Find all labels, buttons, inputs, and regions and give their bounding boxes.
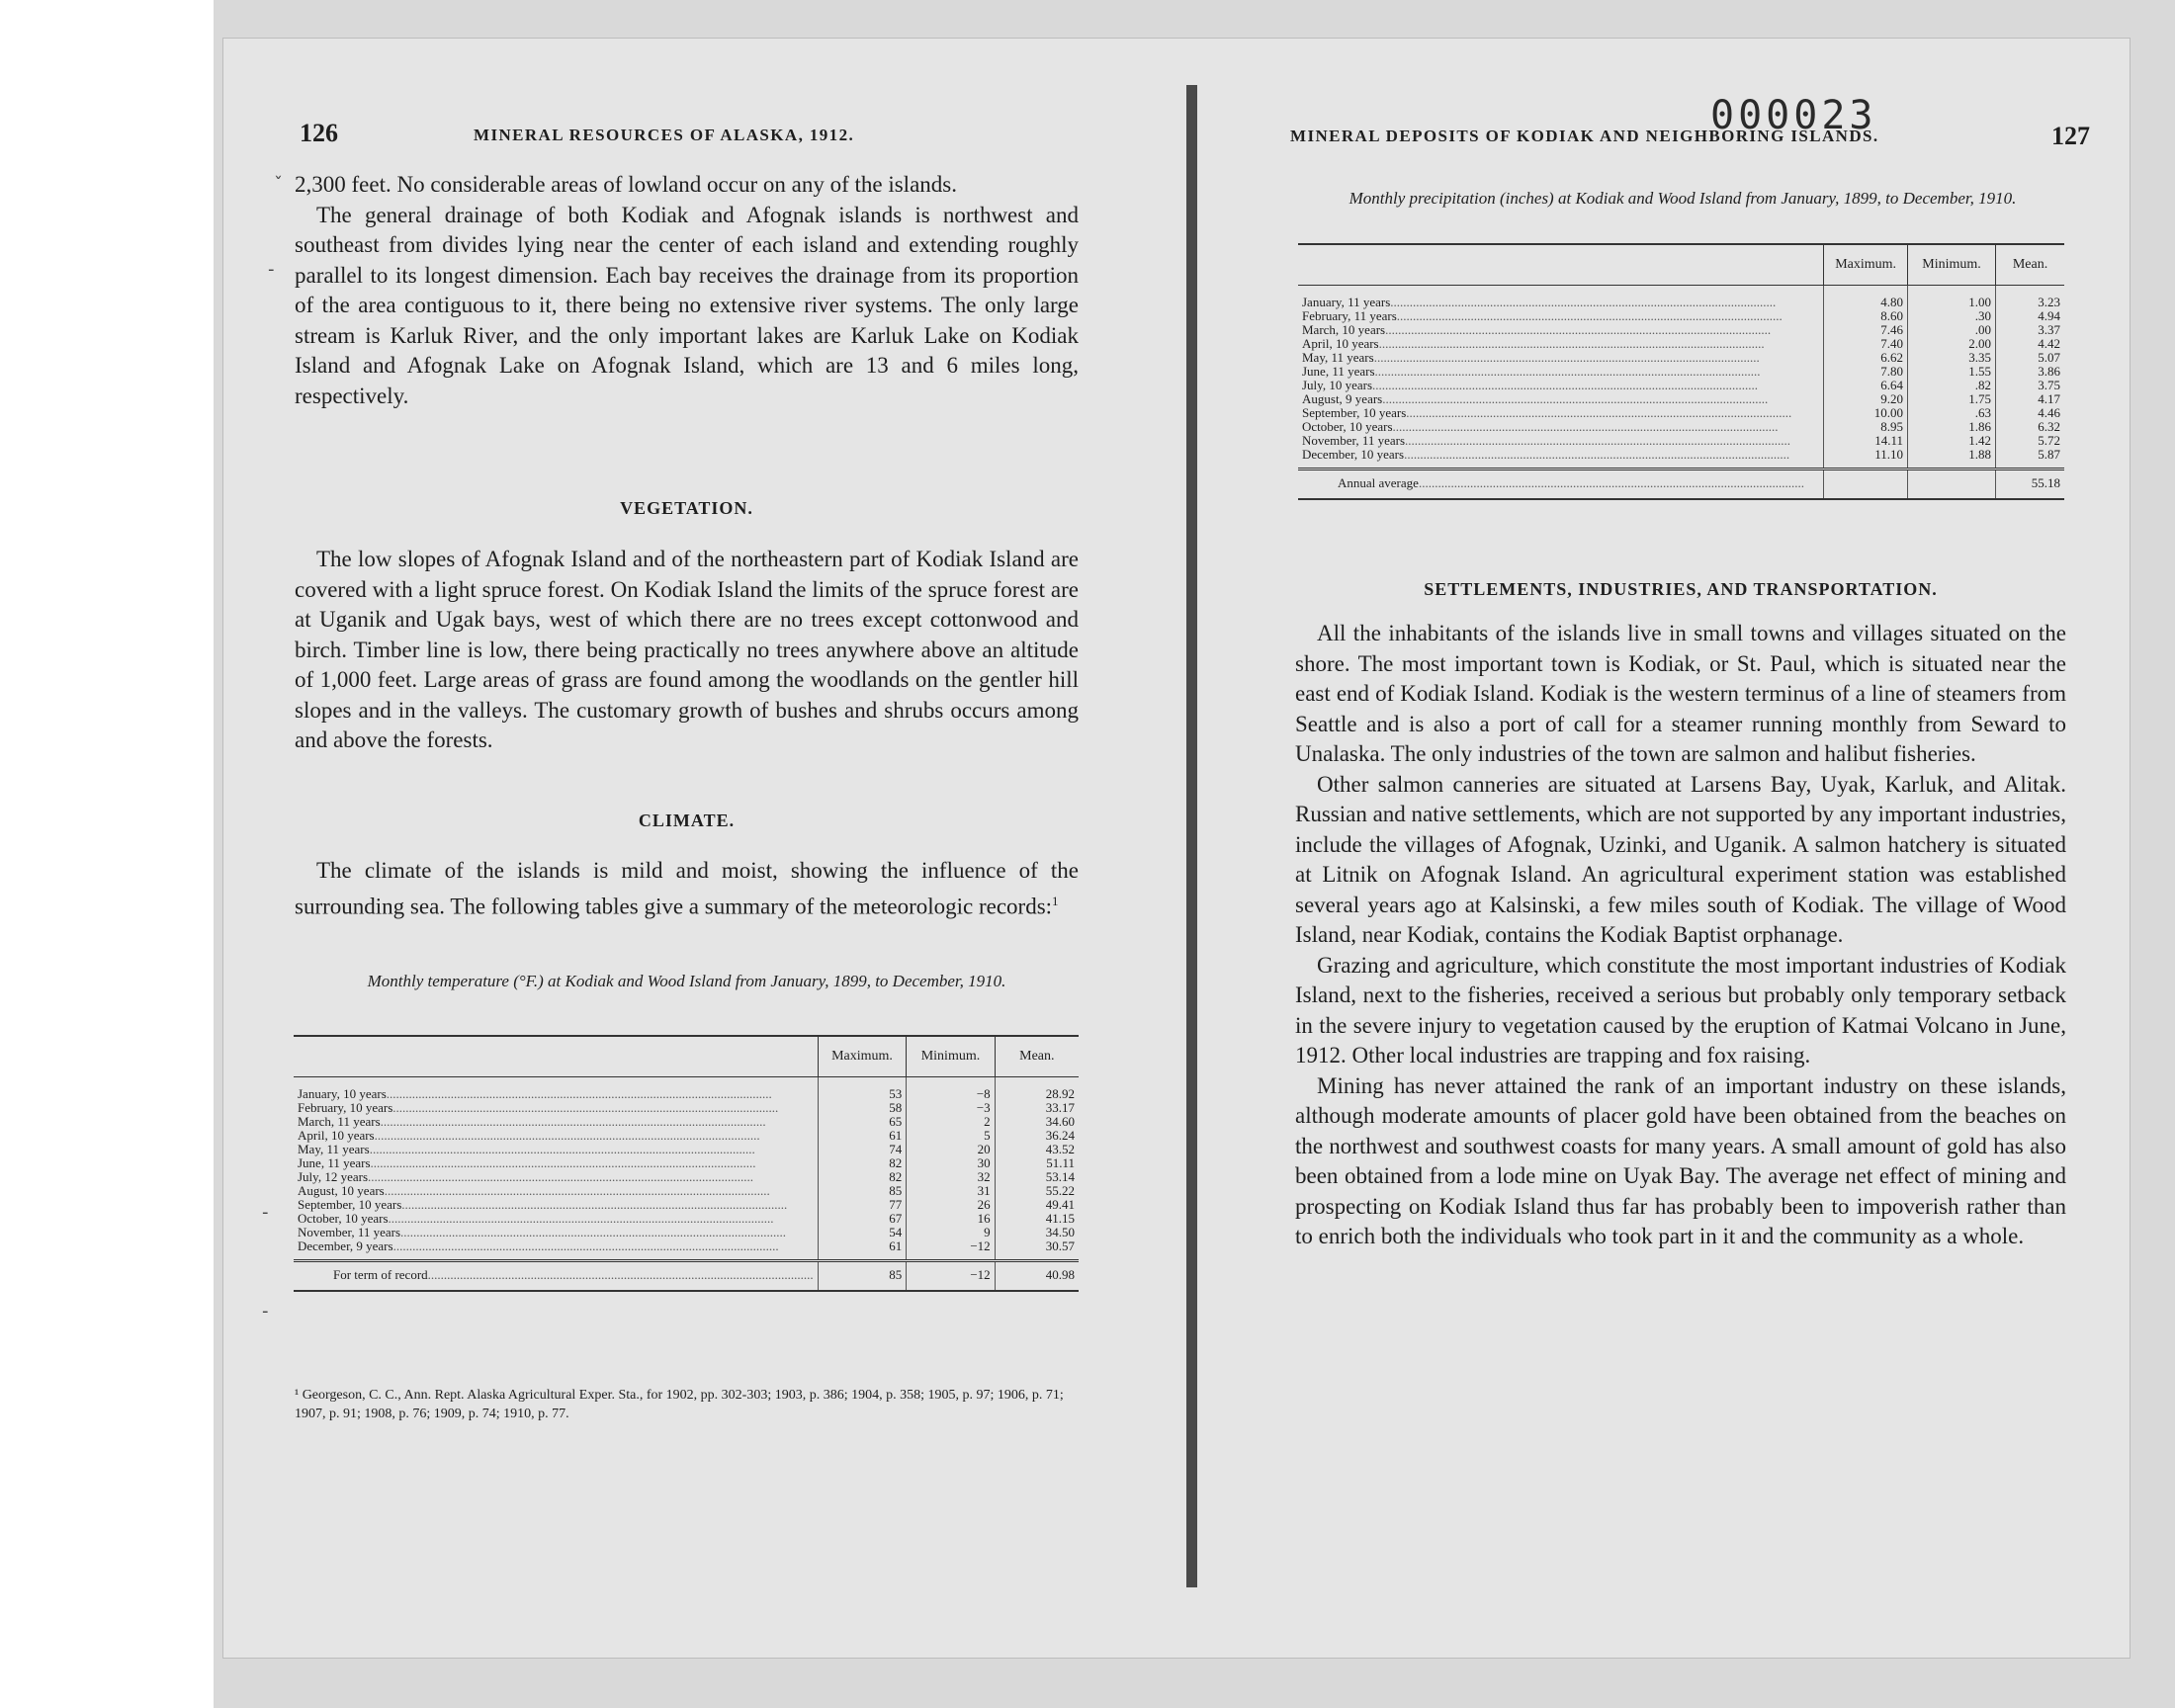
precipitation-table — [1298, 243, 2064, 500]
temperature-cell-min: 16 — [907, 1212, 995, 1226]
right-running-head — [1290, 122, 2090, 150]
temperature-cell-mean: 34.50 — [995, 1226, 1079, 1239]
temperature-total-label — [294, 1261, 818, 1292]
right-page-number: 127 — [2051, 122, 2090, 150]
precipitation-cell-max: 6.64 — [1824, 379, 1908, 392]
temperature-total-max: 85 — [818, 1261, 907, 1292]
precipitation-cell-label — [1298, 337, 1824, 351]
temperature-cell-mean: 53.14 — [995, 1170, 1079, 1184]
precipitation-total-label-text: Annual average — [1338, 475, 1419, 490]
temperature-cell-label — [294, 1129, 818, 1143]
precipitation-row — [1298, 406, 2064, 420]
leader-dots: ........................................................................................................................ — [368, 1170, 754, 1184]
left-page-number: 126 — [300, 119, 338, 147]
temperature-row — [294, 1184, 1079, 1198]
temperature-cell-max: 67 — [818, 1212, 907, 1226]
temperature-cell-max: 82 — [818, 1156, 907, 1170]
precipitation-header-max: Maximum. — [1824, 244, 1908, 286]
temperature-row — [294, 1239, 1079, 1261]
temperature-row-label: June, 11 years — [298, 1156, 371, 1170]
leader-dots: ........................................................................................................................ — [392, 1101, 779, 1115]
precipitation-cell-mean: 3.37 — [1996, 323, 2064, 337]
margin-tick-mark: ˇ — [274, 174, 283, 195]
precipitation-total-min — [1907, 470, 1995, 500]
precipitation-cell-max: 8.95 — [1824, 420, 1908, 434]
precipitation-cell-max: 7.46 — [1824, 323, 1908, 337]
precipitation-cell-mean: 4.17 — [1996, 392, 2064, 406]
precipitation-cell-label — [1298, 379, 1824, 392]
precipitation-row-label: February, 11 years — [1302, 309, 1397, 323]
temperature-row-label: October, 10 years — [298, 1212, 389, 1226]
temperature-cell-label — [294, 1226, 818, 1239]
leader-dots: ........................................................................................................................ — [1373, 351, 1760, 365]
precipitation-row — [1298, 392, 2064, 406]
left-running-title: MINERAL RESOURCES OF ALASKA, 1912. — [474, 126, 855, 144]
precipitation-cell-max: 4.80 — [1824, 286, 1908, 310]
temperature-cell-min: 26 — [907, 1198, 995, 1212]
right-page — [1211, 38, 2131, 1659]
left-page — [222, 38, 1199, 1659]
leader-dots: ........................................................................................................................ — [388, 1212, 774, 1226]
leader-dots: ........................................................................................................................ — [401, 1198, 788, 1212]
temperature-total-row — [294, 1261, 1079, 1292]
temperature-cell-min: 5 — [907, 1129, 995, 1143]
precipitation-cell-max: 10.00 — [1824, 406, 1908, 420]
temperature-row-label: November, 11 years — [298, 1226, 401, 1239]
precipitation-row — [1298, 351, 2064, 365]
temperature-cell-mean: 51.11 — [995, 1156, 1079, 1170]
precipitation-cell-label — [1298, 351, 1824, 365]
leader-dots: ........................................................................................................................ — [369, 1143, 755, 1156]
temperature-row-label: August, 10 years — [298, 1184, 385, 1198]
precipitation-cell-mean: 5.72 — [1996, 434, 2064, 448]
precipitation-row-label: June, 11 years — [1302, 365, 1375, 379]
precipitation-cell-min: 1.42 — [1907, 434, 1995, 448]
temperature-stub-header — [294, 1036, 818, 1077]
precipitation-cell-max: 7.80 — [1824, 365, 1908, 379]
temperature-cell-mean: 33.17 — [995, 1101, 1079, 1115]
precipitation-row-label: July, 10 years — [1302, 379, 1373, 392]
precipitation-cell-mean: 4.46 — [1996, 406, 2064, 420]
temperature-cell-max: 61 — [818, 1239, 907, 1261]
temperature-row — [294, 1156, 1079, 1170]
archive-stamp-number: 000023 — [1710, 93, 1877, 138]
precipitation-cell-max: 7.40 — [1824, 337, 1908, 351]
leader-dots: ........................................................................................................................ — [400, 1226, 787, 1239]
climate-footnote-ref: 1 — [1052, 893, 1059, 908]
temperature-table-body — [294, 1077, 1079, 1292]
precipitation-row — [1298, 337, 2064, 351]
precipitation-row-label: May, 11 years — [1302, 351, 1374, 365]
temperature-cell-mean: 36.24 — [995, 1129, 1079, 1143]
leader-dots: ........................................................................................................................ — [1385, 323, 1772, 337]
settlements-text — [1295, 619, 2066, 1252]
temperature-cell-max: 74 — [818, 1143, 907, 1156]
precipitation-row-label: August, 9 years — [1302, 392, 1383, 406]
precipitation-cell-mean: 3.86 — [1996, 365, 2064, 379]
precipitation-cell-mean: 4.94 — [1996, 309, 2064, 323]
precipitation-row-label: December, 10 years — [1302, 448, 1405, 462]
temperature-cell-min: −12 — [907, 1239, 995, 1261]
precipitation-cell-label — [1298, 286, 1824, 310]
precipitation-row — [1298, 379, 2064, 392]
precipitation-cell-label — [1298, 309, 1824, 323]
temperature-cell-label — [294, 1101, 818, 1115]
temperature-cell-min: 9 — [907, 1226, 995, 1239]
precipitation-cell-mean: 3.23 — [1996, 286, 2064, 310]
temperature-header-max: Maximum. — [818, 1036, 907, 1077]
leader-dots: ........................................................................................................................ — [380, 1115, 766, 1129]
temperature-cell-label — [294, 1143, 818, 1156]
precipitation-cell-min: 1.88 — [1907, 448, 1995, 470]
temperature-row — [294, 1170, 1079, 1184]
climate-paragraph-text: The climate of the islands is mild and moist, showing the influence of the surrounding sea. The following tables give a summary of the meteorologic records: — [295, 858, 1079, 919]
vegetation-heading: VEGETATION. — [620, 498, 753, 518]
temperature-cell-max: 77 — [818, 1198, 907, 1212]
precipitation-total-row — [1298, 470, 2064, 500]
temperature-row-label: March, 11 years — [298, 1115, 381, 1129]
leader-dots: ........................................................................................................................ — [1396, 309, 1783, 323]
temperature-row — [294, 1143, 1079, 1156]
temperature-row-label: April, 10 years — [298, 1129, 375, 1143]
precipitation-cell-max: 6.62 — [1824, 351, 1908, 365]
precipitation-row — [1298, 309, 2064, 323]
temperature-total-mean: 40.98 — [995, 1261, 1079, 1292]
temperature-cell-label — [294, 1156, 818, 1170]
temperature-cell-mean: 49.41 — [995, 1198, 1079, 1212]
book-spread — [222, 38, 2131, 1659]
left-footnote: ¹ Georgeson, C. C., Ann. Rept. Alaska Agricultural Exper. Sta., for 1902, pp. 302-303; 1903, p. 386; 1904, p. 358; 1905, p. 97; 1906, p. 71; 1907, p. 91; 1908, p. 76; 1909, p. 74; 1910, p. 77. — [295, 1388, 1064, 1421]
precipitation-cell-max: 11.10 — [1824, 448, 1908, 470]
right-running-title: MINERAL DEPOSITS OF KODIAK AND NEIGHBORING ISLANDS. — [1290, 127, 1879, 145]
temperature-row — [294, 1077, 1079, 1102]
temperature-row — [294, 1115, 1079, 1129]
leader-dots: ........................................................................................................................ — [386, 1086, 772, 1101]
leader-dots: ........................................................................................................................ — [384, 1184, 770, 1198]
precipitation-row-label: January, 11 years — [1302, 295, 1391, 309]
precipitation-row-label: November, 11 years — [1302, 434, 1406, 448]
precipitation-cell-label — [1298, 434, 1824, 448]
temperature-cell-mean: 28.92 — [995, 1077, 1079, 1102]
temperature-cell-mean: 30.57 — [995, 1239, 1079, 1261]
margin-dash-mark: - — [262, 1301, 269, 1322]
temperature-cell-mean: 34.60 — [995, 1115, 1079, 1129]
precipitation-total-max — [1824, 470, 1908, 500]
temperature-row — [294, 1101, 1079, 1115]
leader-dots: ........................................................................................................................ — [1405, 434, 1791, 448]
precipitation-cell-mean: 3.75 — [1996, 379, 2064, 392]
temperature-cell-min: −8 — [907, 1077, 995, 1102]
temperature-cell-max: 82 — [818, 1170, 907, 1184]
temperature-row — [294, 1198, 1079, 1212]
precipitation-cell-min: 1.86 — [1907, 420, 1995, 434]
temperature-total-label-text: For term of record — [333, 1267, 428, 1282]
precipitation-cell-mean: 6.32 — [1996, 420, 2064, 434]
climate-paragraph — [295, 856, 1079, 922]
precipitation-total-mean: 55.18 — [1996, 470, 2064, 500]
temperature-cell-label — [294, 1212, 818, 1226]
climate-text — [295, 856, 1079, 922]
intro-paragraph-2: The general drainage of both Kodiak and Afognak islands is northwest and southeast from divides lying near the center of each island and extending roughly parallel to its longest dimension. Each bay receives the drainage from its proportion of the area contiguous to it, there being no extensive river systems. The only large stream is Karluk River, and the only important lakes are Karluk Lake on Kodiak Island and Afognak Lake on Afognak Island, which are 13 and 6 miles long, respectively. — [295, 202, 1079, 408]
precipitation-cell-label — [1298, 323, 1824, 337]
vegetation-paragraph: The low slopes of Afognak Island and of the northeastern part of Kodiak Island are covered with a light spruce forest. On Kodiak Island the limits of the spruce forest are at Uganik and Ugak bays, west of which there are no trees except cottonwood and birch. Timber line is low, there being practically no trees anywhere above an altitude of 1,000 feet. Large areas of grass are found among the woodlands on the gentler hill slopes and in the valleys. The customary growth of bushes and shrubs occurs among and above the forests. — [295, 547, 1079, 752]
precipitation-header-min: Minimum. — [1907, 244, 1995, 286]
precipitation-row-label: March, 10 years — [1302, 323, 1386, 337]
precipitation-cell-min: 1.55 — [1907, 365, 1995, 379]
leader-dots: ........................................................................................................................ — [392, 1239, 779, 1253]
precipitation-caption: Monthly precipitation (inches) at Kodiak and Wood Island from January, 1899, to December, 1910. — [1348, 189, 2017, 208]
temperature-cell-mean: 43.52 — [995, 1143, 1079, 1156]
temperature-row — [294, 1226, 1079, 1239]
temperature-row-label: February, 10 years — [298, 1101, 393, 1115]
vegetation-text — [295, 545, 1079, 756]
settlements-heading: SETTLEMENTS, INDUSTRIES, AND TRANSPORTATION. — [1424, 579, 1938, 599]
precipitation-cell-min: 1.00 — [1907, 286, 1995, 310]
temperature-cell-max: 85 — [818, 1184, 907, 1198]
precipitation-cell-min: .82 — [1907, 379, 1995, 392]
leader-dots: ........................................................................................................................ — [1372, 379, 1759, 392]
precipitation-cell-label — [1298, 365, 1824, 379]
temperature-cell-min: 20 — [907, 1143, 995, 1156]
left-intro-text — [295, 170, 1079, 411]
temperature-cell-label — [294, 1170, 818, 1184]
temperature-row — [294, 1129, 1079, 1143]
temperature-caption: Monthly temperature (°F.) at Kodiak and Wood Island from January, 1899, to December, 1910. — [367, 972, 1006, 990]
precipitation-cell-max: 8.60 — [1824, 309, 1908, 323]
temperature-row-label: December, 9 years — [298, 1239, 393, 1253]
precipitation-cell-label — [1298, 448, 1824, 470]
temperature-row-label: January, 10 years — [298, 1086, 387, 1101]
precipitation-cell-min: .63 — [1907, 406, 1995, 420]
temperature-cell-label — [294, 1184, 818, 1198]
temperature-cell-min: 30 — [907, 1156, 995, 1170]
temperature-header-min: Minimum. — [907, 1036, 995, 1077]
precipitation-cell-max: 9.20 — [1824, 392, 1908, 406]
precipitation-row — [1298, 323, 2064, 337]
precipitation-row — [1298, 434, 2064, 448]
margin-dash-mark: - — [262, 1202, 269, 1223]
temperature-table — [294, 1035, 1079, 1292]
temperature-cell-label — [294, 1077, 818, 1102]
temperature-cell-mean: 55.22 — [995, 1184, 1079, 1198]
temperature-row-label: May, 11 years — [298, 1143, 370, 1156]
intro-paragraph-1: 2,300 feet. No considerable areas of lowland occur on any of the islands. — [295, 172, 957, 197]
precipitation-row — [1298, 448, 2064, 470]
precipitation-cell-label — [1298, 392, 1824, 406]
settlements-paragraph-4: Mining has never attained the rank of an important industry on these islands, although moderate amounts of placer gold have been obtained from the beaches on the northwest and southwest coasts for many years. A small amount of gold has also been obtained from a lode mine on Uyak Bay. The average net effect of mining and prospecting on Kodiak Island thus far has probably been to impoverish rather than to enrich both the individuals who took part in it and the community as a whole. — [1295, 1072, 2066, 1248]
temperature-cell-mean: 41.15 — [995, 1212, 1079, 1226]
precipitation-row — [1298, 365, 2064, 379]
temperature-cell-min: 31 — [907, 1184, 995, 1198]
temperature-cell-min: 2 — [907, 1115, 995, 1129]
precipitation-cell-min: .30 — [1907, 309, 1995, 323]
temperature-cell-max: 53 — [818, 1077, 907, 1102]
precipitation-row — [1298, 420, 2064, 434]
leader-dots: ........................................................................................................................ — [1406, 406, 1792, 420]
precipitation-cell-mean: 5.07 — [1996, 351, 2064, 365]
precipitation-table-body — [1298, 286, 2064, 500]
settlements-paragraph-1: All the inhabitants of the islands live in small towns and villages situated on the shore. The most important town is Kodiak, or St. Paul, which is situated near the east end of Kodiak Island. Kodiak is the western terminus of a line of steamers from Seattle and is also a port of call for a steamer running monthly from Seward to Unalaska. The only industries of the town are salmon and halibut fisheries. — [1295, 621, 2066, 766]
precipitation-row-label: April, 10 years — [1302, 337, 1379, 351]
precipitation-header-mean: Mean. — [1996, 244, 2064, 286]
temperature-cell-label — [294, 1198, 818, 1212]
leader-dots: ........................................................................................................................ — [374, 1129, 760, 1143]
precipitation-row — [1298, 286, 2064, 310]
precipitation-total-label — [1298, 470, 1824, 500]
precipitation-row-label: September, 10 years — [1302, 406, 1407, 420]
settlements-paragraph-3: Grazing and agriculture, which constitute the most important industries of Kodiak Island, next to the fisheries, received a serious but probably only temporary setback in the severe injury to vegetation caused by the eruption of Katmai Volcano in June, 1912. Other local industries are trapping and fox raising. — [1295, 952, 2066, 1068]
leader-dots: ........................................................................................................................ — [1382, 392, 1769, 406]
left-running-head — [300, 119, 1140, 148]
precipitation-cell-min: 2.00 — [1907, 337, 1995, 351]
precipitation-cell-mean: 4.42 — [1996, 337, 2064, 351]
temperature-cell-max: 54 — [818, 1226, 907, 1239]
settlements-paragraph-2: Other salmon canneries are situated at Larsens Bay, Uyak, Karluk, and Alitak. Russian and native settlements, which are not supported by any important industries, include the villages of Afognak, Uzinki, and Uganik. A salmon hatchery is situated at Litnik on Afognak Island. An agricultural experiment station was established several years ago at Kalsinski, a few miles south of Kodiak. The village of Wood Island, near Kodiak, contains the Kodiak Baptist orphanage. — [1295, 771, 2066, 947]
temperature-cell-min: 32 — [907, 1170, 995, 1184]
leader-dots: ........................................................................................................................ — [1392, 420, 1779, 434]
temperature-cell-label — [294, 1115, 818, 1129]
precipitation-stub-header — [1298, 244, 1824, 286]
leader-dots: ........................................................................................................................ — [427, 1267, 814, 1282]
temperature-cell-max: 61 — [818, 1129, 907, 1143]
margin-dash-mark: - — [268, 259, 275, 280]
precipitation-cell-label — [1298, 406, 1824, 420]
leader-dots: ........................................................................................................................ — [370, 1156, 756, 1170]
precipitation-row-label: October, 10 years — [1302, 420, 1393, 434]
temperature-total-min: −12 — [907, 1261, 995, 1292]
precipitation-cell-mean: 5.87 — [1996, 448, 2064, 470]
temperature-cell-max: 58 — [818, 1101, 907, 1115]
precipitation-cell-max: 14.11 — [1824, 434, 1908, 448]
leader-dots: ........................................................................................................................ — [1378, 337, 1765, 351]
temperature-row-label: September, 10 years — [298, 1198, 402, 1212]
precipitation-cell-label — [1298, 420, 1824, 434]
leader-dots: ........................................................................................................................ — [1418, 475, 1804, 490]
temperature-row-label: July, 12 years — [298, 1170, 369, 1184]
temperature-cell-min: −3 — [907, 1101, 995, 1115]
leader-dots: ........................................................................................................................ — [1390, 295, 1777, 309]
temperature-cell-label — [294, 1239, 818, 1261]
leader-dots: ........................................................................................................................ — [1374, 365, 1761, 379]
climate-heading: CLIMATE. — [638, 811, 736, 830]
temperature-row — [294, 1212, 1079, 1226]
precipitation-cell-min: 3.35 — [1907, 351, 1995, 365]
precipitation-cell-min: .00 — [1907, 323, 1995, 337]
temperature-cell-max: 65 — [818, 1115, 907, 1129]
precipitation-cell-min: 1.75 — [1907, 392, 1995, 406]
temperature-header-mean: Mean. — [995, 1036, 1079, 1077]
leader-dots: ........................................................................................................................ — [1404, 448, 1790, 462]
